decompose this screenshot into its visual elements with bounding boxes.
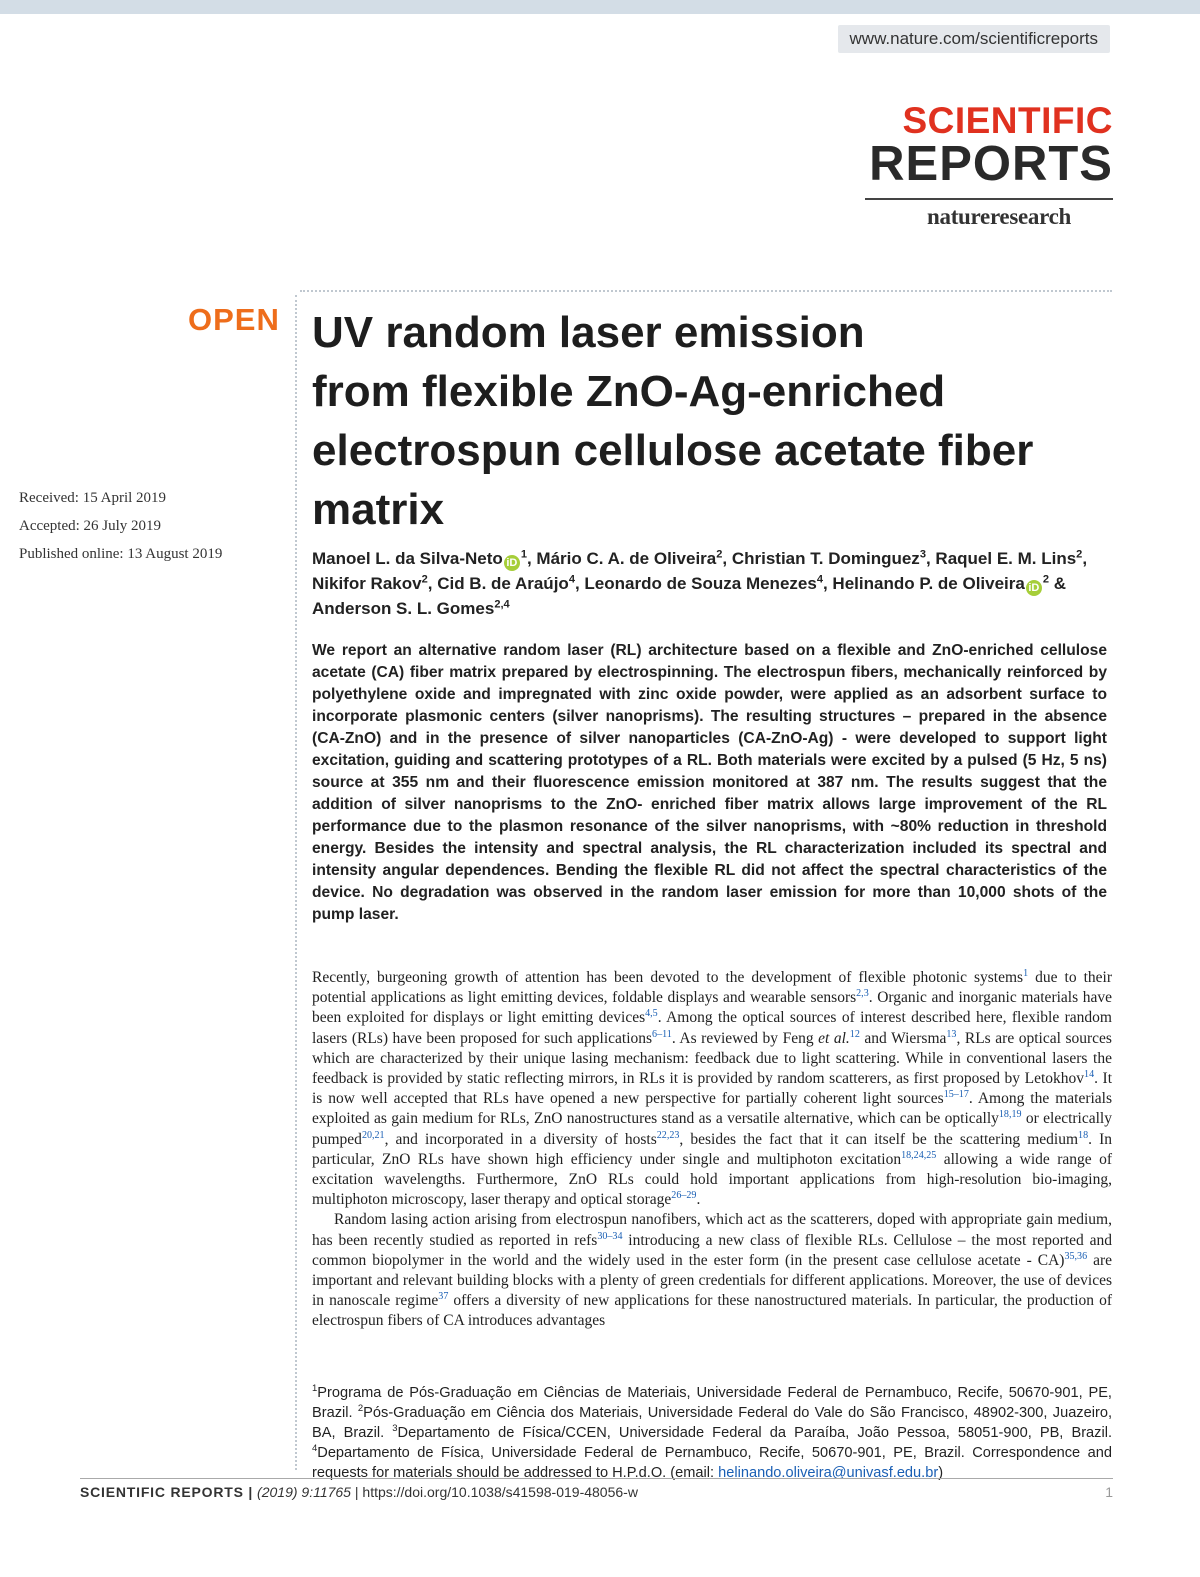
affiliation-text: Departamento de Física/CCEN, Universidade Federal da Paraíba, João Pessoa, 58051-900, PB, Brazil. xyxy=(397,1425,1113,1441)
title-line: matrix xyxy=(312,485,445,534)
citation-link[interactable]: 30–34 xyxy=(597,1230,623,1242)
author xyxy=(312,549,536,568)
citation-link[interactable]: 2,3 xyxy=(856,988,869,1000)
abstract: We report an alternative random laser (RL) architecture based on a flexible and ZnO-enriched cellulose acetate (CA) fiber matrix prepared by electrospinning. The electrospun fibers, mechanically reinforced by polyethylene oxide and impregnated with zinc oxide powder, were applied as an adsorbent surface to incorporate plasmonic centers (silver nanoprisms). The resulting structures – prepared in the absence (CA-ZnO) and in the presence of silver nanoparticles (CA-ZnO-Ag) - were developed to support light excitation, guiding and scattering prototypes of a RL. Both materials were excited by a pulsed (5 Hz, 5 ns) source at 355 nm and their fluorescence emission monitored at 387 nm. The results suggest that the addition of silver nanoprisms to the ZnO- enriched fiber matrix allows large improvement of the RL performance due to the plasmon resonance of the silver nanoprisms, with ~80% reduction in threshold energy. Besides the intensity and spectral analysis, the RL characterization included its spectral and intensity angular dependences. Bending the flexible RL did not affect the spectral characteristics of the device. No degradation was observed in the random laser emission for more than 10,000 shots of the pump laser. xyxy=(312,642,1107,923)
body-text-run: , and incorporated in a diversity of hosts xyxy=(384,1130,657,1148)
correspondence-text: Correspondence and requests for materials should be addressed to H.P.d.O. (email: xyxy=(312,1445,1112,1481)
footer-divider xyxy=(80,1478,1113,1479)
affiliation-text: Pós-Graduação em Ciência dos Materiais, Universidade Federal do Vale do São Francisco, 48902-300, Juazeiro, BA, Brazil. xyxy=(312,1405,1112,1441)
author-separator: , xyxy=(925,549,936,568)
logo-line-scientific: SCIENTIFIC xyxy=(902,100,1113,141)
citation-link[interactable]: 18 xyxy=(1078,1129,1089,1141)
author xyxy=(312,599,510,618)
body-text-run: . Organic and inorganic materials have been exploited for displays or light emitting devices xyxy=(312,989,1112,1027)
author xyxy=(437,574,584,593)
body-text-run: or electrically pumped xyxy=(312,1110,1112,1148)
journal-url[interactable]: www.nature.com/scientificreports xyxy=(838,25,1110,53)
body-paragraph xyxy=(312,968,1112,1210)
top-color-bar xyxy=(0,0,1200,14)
published-date: Published online: 13 August 2019 xyxy=(19,546,223,562)
orcid-icon[interactable]: iD xyxy=(504,555,520,571)
body-text-run: , besides the fact that it can itself be the scattering medium xyxy=(679,1130,1079,1148)
author-separator: , xyxy=(722,549,732,568)
publisher-name: natureresearch xyxy=(927,204,1071,229)
author-name[interactable]: Helinando P. de Oliveira xyxy=(832,574,1025,593)
title-line: electrospun cellulose acetate fiber xyxy=(312,426,1034,475)
body-text-run: . xyxy=(696,1191,701,1209)
author-name[interactable]: Christian T. Dominguez xyxy=(731,549,920,568)
received-date: Received: 15 April 2019 xyxy=(19,490,167,506)
article-dates xyxy=(19,484,222,568)
author-separator: , xyxy=(1082,549,1088,568)
citation-link[interactable]: 26–29 xyxy=(671,1190,697,1202)
author xyxy=(732,549,936,568)
author xyxy=(832,574,1066,593)
affiliation-text: Departamento de Física, Universidade Federal de Pernambuco, Recife, 50670-901, PE, Brazil. xyxy=(317,1445,973,1461)
affiliation-marker: 2 xyxy=(421,573,428,586)
affiliation-number: 3 xyxy=(392,1423,398,1435)
affiliation-text: Programa de Pós-Graduação em Ciências de Materiais, Universidade Federal de Pernambuco, Recife, 50670-901, PE, Brazil. xyxy=(312,1385,1112,1421)
body-text-run: , RLs are optical sources which are characterized by their unique lasing mechanism: feedback due to light scattering. While in conventional lasers the feedback is provided by static reflecting mirrors, in RLs it is provided by random scatterers, as first proposed by Letokhov xyxy=(312,1029,1112,1088)
body-text-run: due to their potential applications as light emitting devices, foldable displays and wearable sensors xyxy=(312,969,1112,1007)
body-text-run: offers a diversity of new applications for these nanostructured materials. In particular, the production of electrospun fibers of CA introduces advantages xyxy=(312,1292,1112,1330)
citation-link[interactable]: 15–17 xyxy=(943,1089,969,1101)
italic-text: et al. xyxy=(818,1029,850,1047)
author-name[interactable]: Manoel L. da Silva-Neto xyxy=(312,549,503,568)
citation-link[interactable]: 13 xyxy=(946,1028,957,1040)
author xyxy=(935,549,1087,568)
logo-line-reports: REPORTS xyxy=(869,137,1113,191)
title-line: UV random laser emission xyxy=(312,308,865,357)
author-separator: , xyxy=(822,574,833,593)
citation-link[interactable]: 12 xyxy=(849,1028,860,1040)
accepted-date: Accepted: 26 July 2019 xyxy=(19,518,162,534)
body-text-run: and Wiersma xyxy=(859,1029,947,1047)
author-name[interactable]: Leonardo de Souza Menezes xyxy=(584,574,817,593)
affiliations xyxy=(312,1383,1112,1483)
author-list xyxy=(312,546,1112,621)
correspondence-email[interactable]: helinando.oliveira@univasf.edu.br xyxy=(718,1465,939,1481)
affiliation-marker: 1 xyxy=(520,548,527,561)
citation-link[interactable]: 20,21 xyxy=(361,1129,385,1141)
affiliation-marker: 2 xyxy=(1042,573,1049,586)
affiliation-marker: 2 xyxy=(716,548,723,561)
author-name[interactable]: Raquel E. M. Lins xyxy=(935,549,1077,568)
author-name[interactable]: Anderson S. L. Gomes xyxy=(312,599,495,618)
logo-divider xyxy=(865,198,1113,200)
article-title xyxy=(312,303,1102,539)
body-text-run: . It is now well accepted that RLs have opened a new perspective for partially coherent light sources xyxy=(312,1070,1113,1108)
margin-divider xyxy=(295,295,297,1470)
author-separator: , xyxy=(427,574,438,593)
author xyxy=(312,574,437,593)
author-name[interactable]: Cid B. de Araújo xyxy=(437,574,569,593)
author xyxy=(584,574,832,593)
footer-doi[interactable]: | https://doi.org/10.1038/s41598-019-48056-w xyxy=(354,1484,638,1500)
body-text xyxy=(312,968,1112,1332)
affiliation-number: 1 xyxy=(312,1383,318,1395)
page-footer xyxy=(80,1484,1113,1500)
body-text-run: are important and relevant building blocks with a plenty of green credentials for different applications. Moreover, the use of devices in nanoscale regime xyxy=(312,1251,1113,1310)
page-number: 1 xyxy=(1105,1484,1113,1500)
affiliation-number: 2 xyxy=(357,1403,364,1415)
body-paragraph xyxy=(312,1210,1112,1331)
citation-link[interactable]: 18,19 xyxy=(998,1109,1022,1121)
citation-link[interactable]: 22,23 xyxy=(656,1129,680,1141)
header-divider xyxy=(300,290,1112,292)
footer-citation: (2019) 9:11765 xyxy=(253,1484,355,1500)
body-text-run: . In particular, ZnO RLs have shown high efficiency under single and multiphoton excitation xyxy=(312,1130,1112,1168)
citation-link[interactable]: 6–11 xyxy=(652,1028,672,1040)
body-text-run: introducing a new class of flexible RLs. Cellulose – the most reported and common biopolymer in the world and the widely used in the ester form (in the present case cellulose acetate - CA) xyxy=(312,1231,1113,1269)
body-text-run: allowing a wide range of excitation wavelengths. Furthermore, ZnO RLs could hold important applications from high-resolution bio-imaging, multiphoton microscopy, laser therapy and optical storage xyxy=(312,1150,1112,1209)
affiliation-marker: 2 xyxy=(1076,548,1083,561)
affiliation-number: 4 xyxy=(312,1443,318,1455)
citation-link[interactable]: 1 xyxy=(1023,967,1029,979)
author-separator: & xyxy=(1049,574,1066,593)
affiliation-marker: 4 xyxy=(568,573,575,586)
author-name[interactable]: Nikifor Rakov xyxy=(312,574,422,593)
affiliation-marker: 2,4 xyxy=(494,598,510,611)
citation-link[interactable]: 4,5 xyxy=(645,1008,658,1020)
citation-link[interactable]: 18,24,25 xyxy=(901,1149,937,1161)
author xyxy=(536,549,731,568)
affiliation-marker: 3 xyxy=(919,548,926,561)
citation-link[interactable]: 37 xyxy=(438,1291,449,1303)
citation-link[interactable]: 35,36 xyxy=(1064,1250,1088,1262)
journal-logo xyxy=(865,102,1113,230)
title-line: from flexible ZnO-Ag-enriched xyxy=(312,367,946,416)
open-access-badge: OPEN xyxy=(188,302,280,337)
body-text-run: . Among the optical sources of interest described here, flexible random lasers (RLs) have been proposed for such applications xyxy=(312,1009,1112,1047)
citation-link[interactable]: 14 xyxy=(1084,1068,1095,1080)
body-text-run: Random lasing action arising from electrospun nanofibers, which act as the scatterers, doped with appropriate gain medium, has been recently studied as reported in refs xyxy=(312,1211,1112,1249)
affiliation-marker: 4 xyxy=(816,573,823,586)
footer-journal: SCIENTIFIC REPORTS | xyxy=(80,1484,254,1500)
orcid-icon[interactable]: iD xyxy=(1026,580,1042,596)
body-text-run: . Among the materials exploited as gain medium for RLs, ZnO nanostructures stand as a versatile alternative, which can be optically xyxy=(312,1090,1113,1128)
body-text-run: . As reviewed by Feng xyxy=(671,1029,819,1047)
author-separator: , xyxy=(574,574,585,593)
body-text-run: Recently, burgeoning growth of attention has been devoted to the development of flexible photonic systems xyxy=(312,969,1024,986)
author-name[interactable]: Mário C. A. de Oliveira xyxy=(536,549,717,568)
correspondence-end: ) xyxy=(938,1465,944,1481)
author-separator: , xyxy=(526,549,537,568)
